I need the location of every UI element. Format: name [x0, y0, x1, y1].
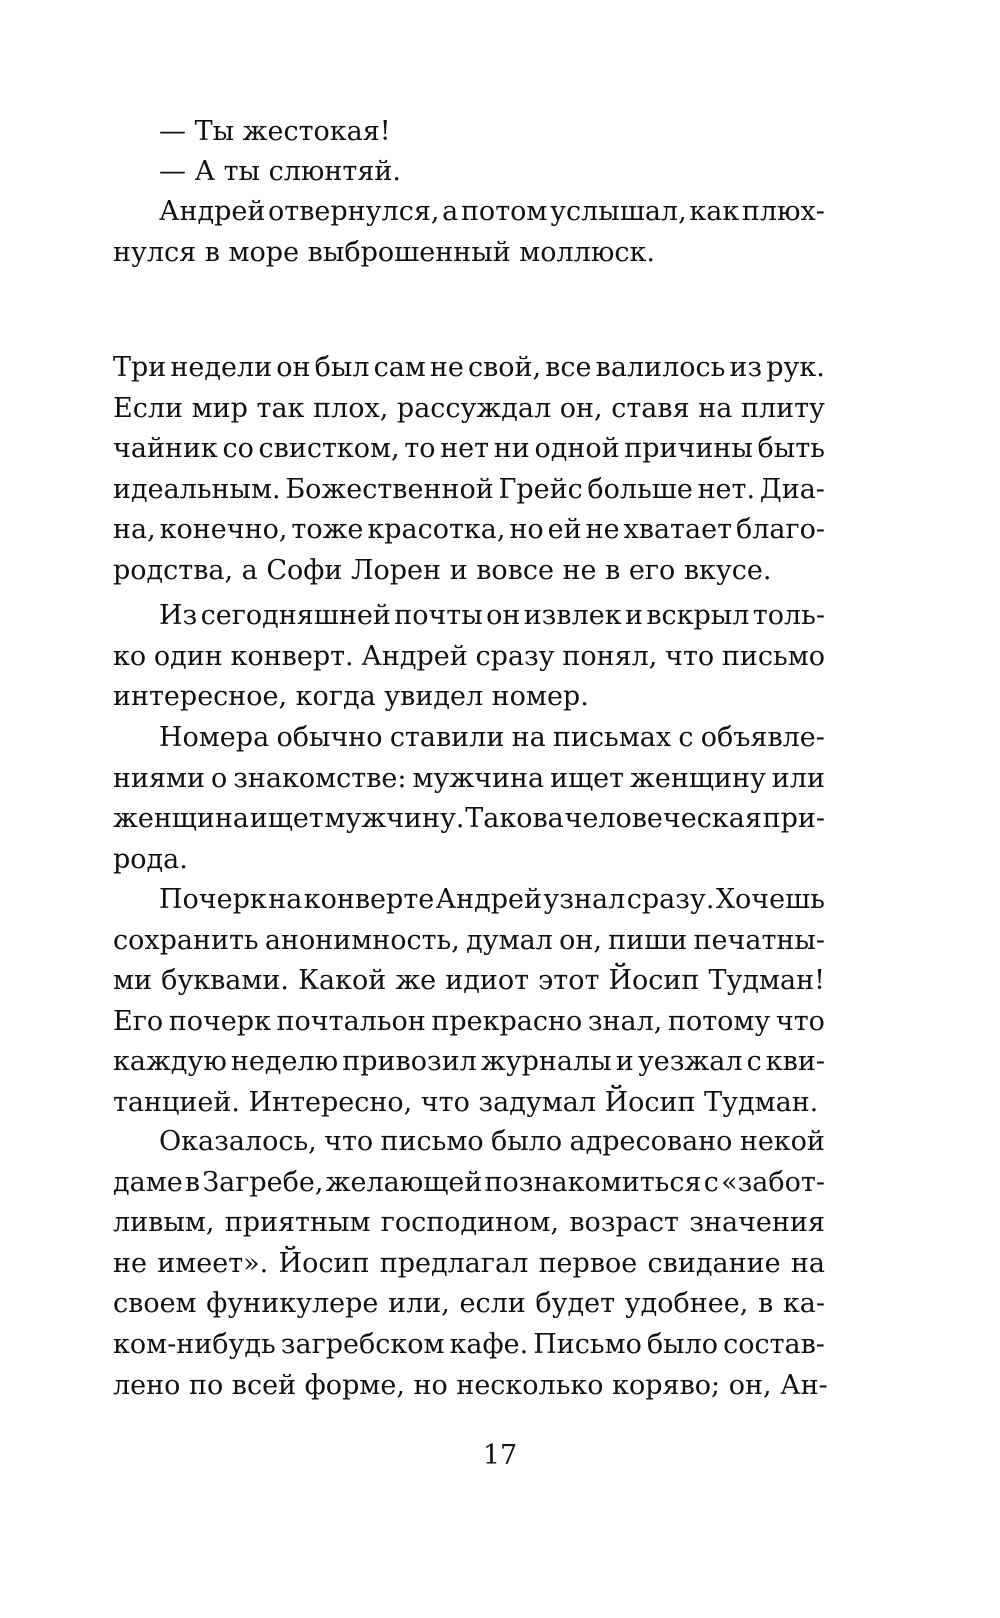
text-line: женщина ищет мужчину. Такова человеческая при-: [113, 803, 825, 835]
text-line: ко один конверт. Андрей сразу понял, что письмо: [113, 640, 825, 672]
text-line: ком-нибудь загребском кафе. Письмо было состав-: [113, 1329, 825, 1360]
page-number: 17: [482, 1440, 518, 1471]
text-line: идеальным. Божественной Грейс больше нет. Диа-: [113, 473, 825, 505]
text-line: ми буквами. Какой же идиот этот Йосип Тудман!: [113, 965, 825, 997]
text-line: родства, а Софи Лорен и вовсе не в его вкусе.: [113, 555, 772, 586]
text-line: даме в Загребе, желающей познакомиться с «забот-: [113, 1166, 825, 1198]
text-line: Три недели он был сам не свой, все валилось из рук.: [113, 352, 825, 383]
text-line: рода.: [113, 843, 188, 875]
text-line: на, конечно, тоже красотка, но ей не хватает благо-: [113, 514, 825, 546]
text-line: — А ты слюнтяй.: [159, 156, 401, 187]
text-line: Его почерк почтальон прекрасно знал, потому что: [113, 1005, 825, 1037]
text-line: танцией. Интересно, что задумал Йосип Тудман.: [113, 1087, 819, 1118]
text-line: не имеет». Йосип предлагал первое свидание на: [113, 1247, 825, 1279]
text-line: каждую неделю привозил журналы и уезжал с кви-: [113, 1046, 825, 1078]
text-line: Из сегодняшней почты он извлек и вскрыл толь-: [159, 600, 825, 631]
text-line: Почерк на конверте Андрей узнал сразу. Хочешь: [159, 884, 825, 915]
text-line: Оказалось, что письмо было адресовано некой: [159, 1126, 825, 1157]
text-line: ливым, приятным господином, возраст значения: [113, 1207, 825, 1239]
text-line: интересное, когда увидел номер.: [113, 681, 589, 713]
text-line: нулся в море выброшенный моллюск.: [113, 236, 655, 268]
text-line: ниями о знакомстве: мужчина ищет женщину или: [113, 762, 825, 794]
text-line: — Ты жестокая!: [159, 116, 391, 147]
text-line: Если мир так плох, рассуждал он, ставя на плиту: [113, 392, 825, 424]
text-line: сохранить анонимность, думал он, пиши печатны-: [113, 924, 825, 956]
text-line: Номера обычно ставили на письмах с объявле-: [159, 722, 825, 753]
text-line: Андрей отвернулся, а потом услышал, как плюх-: [159, 196, 825, 227]
text-line: своем фуникулере или, если будет удобнее, в ка-: [113, 1288, 825, 1320]
text-line: чайник со свистком, то нет ни одной причины быть: [113, 433, 825, 465]
text-line: лено по всей форме, но несколько коряво; он, Ан-: [113, 1369, 828, 1401]
